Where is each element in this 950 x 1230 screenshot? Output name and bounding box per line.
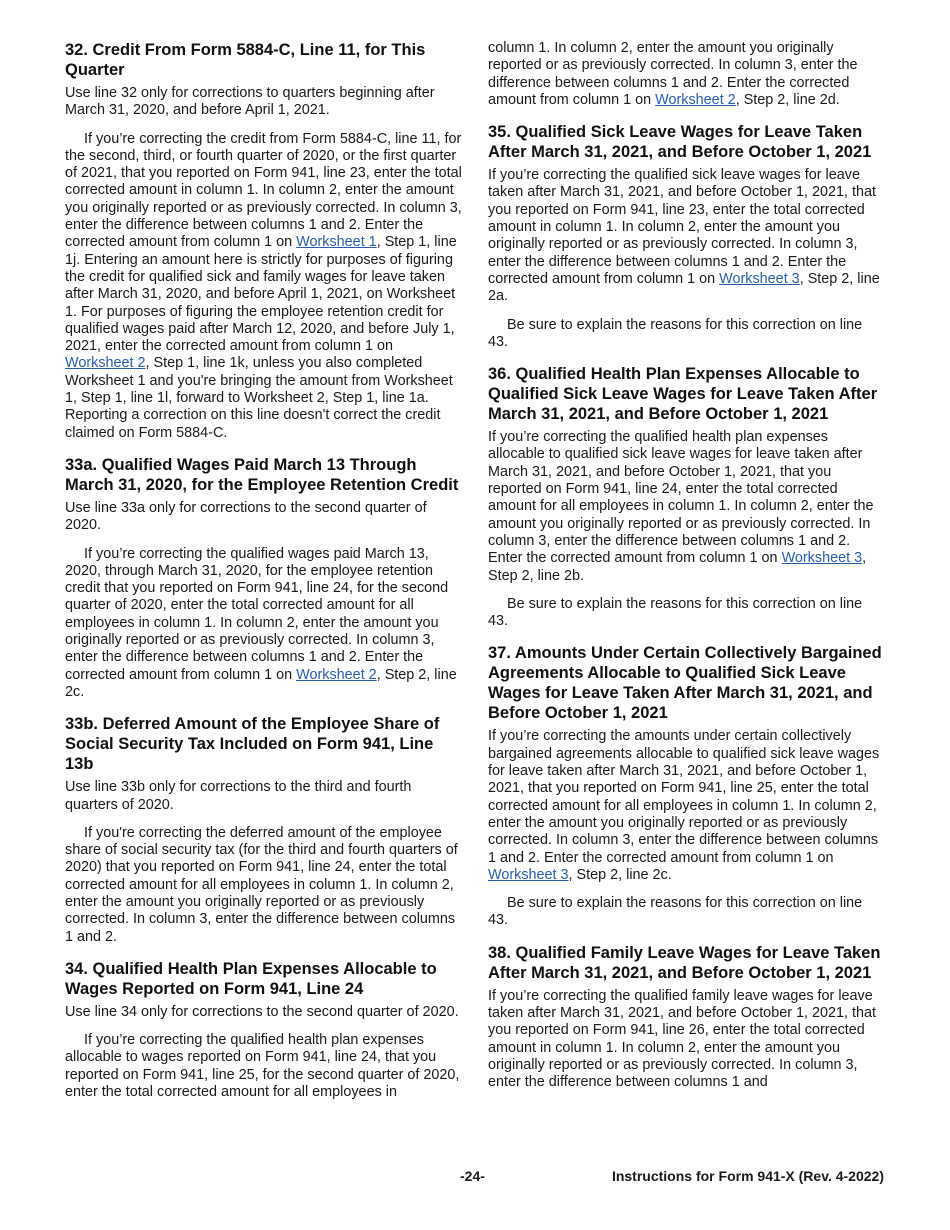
worksheet-2-link[interactable]: Worksheet 2 bbox=[296, 666, 377, 683]
page-footer bbox=[0, 1168, 950, 1188]
section-34-instructions: If you’re correcting the qualified health plan expenses allocable to wages reported on Form 941, line 24, that you reported on Form 941, line 25, for the second quarter of 2020, enter the total corrected amount for all employees in bbox=[65, 1032, 460, 1101]
section-33b bbox=[65, 714, 463, 946]
section-37-instructions bbox=[488, 728, 886, 884]
text-run: column 1. In column 2, enter the amount you originally reported or as previously corrected. In column 3, enter the difference between columns 1 and 2. Enter the corrected amount from column 1 on bbox=[488, 40, 858, 108]
section-33a bbox=[65, 455, 463, 701]
text-run: If you’re correcting the credit from Form 5884-C, line 11, for the second, third, or fourth quarter of 2020, or the first quarter of 2021, that you reported on Form 941, line 23, enter the total corrected amount in column 1. In column 2, enter the amount you originally reported or as previously corrected. In column 3, enter the difference between columns 1 and 2. Enter the corrected amount from column 1 on bbox=[65, 130, 462, 251]
section-35-instructions bbox=[488, 167, 886, 305]
text-run: , Step 2, line 2d. bbox=[735, 91, 840, 108]
worksheet-3-link[interactable]: Worksheet 3 bbox=[781, 550, 863, 567]
section-33b-instructions: If you're correcting the deferred amount of the employee share of social security tax (for the third and fourth quarters of 2020) that you reported on Form 941, line 24, enter the total corrected amount for all employees in column 1. In column 2, enter the amount you originally reported or as previously corrected. In column 3, enter the difference between columns 1 and 2. bbox=[65, 824, 458, 945]
section-36-instructions bbox=[488, 429, 886, 585]
section-32-heading: 32. Credit From Form 5884-C, Line 11, for This Quarter bbox=[65, 41, 426, 79]
section-35 bbox=[488, 122, 886, 351]
text-run: , Step 2, line 2c. bbox=[65, 666, 457, 700]
section-35-heading: 35. Qualified Sick Leave Wages for Leave Taken After March 31, 2021, and Before October 1, 2021 bbox=[488, 123, 872, 162]
section-34-heading: 34. Qualified Health Plan Expenses Allocable to Wages Reported on Form 941, Line 24 bbox=[65, 959, 437, 998]
section-32-scope: Use line 32 only for corrections to quarters beginning after March 31, 2020, and before April 1, 2021. bbox=[65, 85, 435, 119]
text-run: , Step 1, line 1j. Entering an amount here is strictly for purposes of figuring the credit for qualified sick and family wages for leave taken after March 31, 2020, and before April 1, 2021, on Worksheet 1. For purposes of figuring the employee retention credit for qualified wages paid after March 12, 2020, and before July 1, 2021, enter the corrected amount from column 1 on bbox=[65, 234, 457, 355]
worksheet-2-link[interactable]: Worksheet 2 bbox=[65, 355, 146, 372]
section-33a-instructions bbox=[65, 546, 463, 702]
text-run: If you’re correcting the amounts under certain collectively bargained agreements allocable to qualified sick leave wages for leave taken after March 31, 2021, and before October 1, 2021, that you reported on Form 941, line 25, enter the total corrected amount for all employees in column 1. In column 2, enter the amount you originally reported or as previously corrected. In column 3, enter the difference between columns 1 and 2. Enter the corrected amount from column 1 on bbox=[488, 728, 880, 866]
section-32-instructions bbox=[65, 131, 463, 442]
section-36-note: Be sure to explain the reasons for this correction on line 43. bbox=[488, 595, 863, 630]
section-34 bbox=[65, 959, 463, 1101]
worksheet-3-link[interactable]: Worksheet 3 bbox=[719, 270, 800, 287]
worksheet-1-link[interactable]: Worksheet 1 bbox=[296, 234, 377, 251]
text-run: If you’re correcting the qualified health plan expenses allocable to qualified sick leave wages for leave taken after March 31, 2021, and before October 1, 2021, that you reported on Form 941, line 24, enter the total corrected amount for all employees in column 1. In column 2, enter the amount you originally reported or as previously corrected. In column 3, enter the difference between columns 1 and 2. Enter the corrected amount from column 1 on bbox=[488, 429, 874, 567]
worksheet-2-link[interactable]: Worksheet 2 bbox=[655, 91, 736, 108]
section-33b-scope: Use line 33b only for corrections to the third and fourth quarters of 2020. bbox=[65, 779, 412, 813]
section-34-continued-text bbox=[488, 40, 886, 109]
page-number: -24- bbox=[460, 1168, 485, 1184]
right-column bbox=[488, 40, 886, 1104]
text-run: If you’re correcting the qualified sick leave wages for leave taken after March 31, 2021, and before October 1, 2021, that you reported on Form 941, line 23, enter the total corrected amount in column 1. In column 2, enter the amount you originally reported or as previously corrected. In column 3, enter the difference between columns 1 and 2. Enter the corrected amount from column 1 on bbox=[488, 167, 876, 287]
text-run: If you’re correcting the qualified wages paid March 13, 2020, through March 31, 2020, for the employee retention credit that you reported on Form 941, line 24, for the second quarter of 2020, enter the total corrected amount for all employees in column 1. In column 2, enter the amount you originally reported or as previously corrected. In column 3, enter the difference between columns 1 and 2. Enter the corrected amount from column 1 on bbox=[65, 545, 449, 683]
section-38 bbox=[488, 943, 886, 1092]
section-38-instructions: If you’re correcting the qualified family leave wages for leave taken after March 31, 2021, and before October 1, 2021, that you reported on Form 941, line 26, enter the total corrected amount in column 1. In column 2, enter the amount you originally reported or as previously corrected. In column 3, enter the difference between columns 1 and bbox=[488, 987, 876, 1091]
section-33b-heading: 33b. Deferred Amount of the Employee Share of Social Security Tax Included on Form 941, Line 13b bbox=[65, 715, 440, 774]
section-33a-heading: 33a. Qualified Wages Paid March 13 Through March 31, 2020, for the Employee Retention Credit bbox=[65, 455, 459, 494]
section-36-heading: 36. Qualified Health Plan Expenses Allocable to Qualified Sick Leave Wages for Leave Taken After March 31, 2021, and Before October 1, 2021 bbox=[488, 365, 878, 424]
text-run: , Step 2, line 2a. bbox=[488, 270, 880, 305]
section-37-heading: 37. Amounts Under Certain Collectively Bargained Agreements Allocable to Qualified Sick Leave Wages for Leave Taken After March 31, 2021, and Before October 1, 2021 bbox=[488, 644, 882, 723]
section-36 bbox=[488, 364, 886, 630]
section-37-note: Be sure to explain the reasons for this correction on line 43. bbox=[488, 895, 863, 929]
text-run: , Step 1, line 1k, unless you also completed Worksheet 1 and you're bringing the amount from Worksheet 1, Step 1, line 1l, forward to Worksheet 2, Step 1, line 1a. Reporting a correction on this line doesn't correct the credit claimed on Form 5884-C. bbox=[65, 355, 453, 441]
left-column bbox=[65, 40, 463, 1114]
text-run: , Step 2, line 2c. bbox=[568, 866, 672, 883]
worksheet-3-link[interactable]: Worksheet 3 bbox=[488, 866, 569, 883]
form-title: Instructions for Form 941-X (Rev. 4-2022) bbox=[611, 1168, 884, 1184]
section-35-note: Be sure to explain the reasons for this correction on line 43. bbox=[488, 316, 863, 350]
text-run: , Step 2, line 2b. bbox=[488, 550, 867, 584]
section-34-continued bbox=[488, 40, 886, 109]
section-34-scope: Use line 34 only for corrections to the second quarter of 2020. bbox=[65, 1003, 459, 1020]
section-38-heading: 38. Qualified Family Leave Wages for Leave Taken After March 31, 2021, and Before October 1, 2021 bbox=[488, 943, 881, 982]
section-33a-scope: Use line 33a only for corrections to the second quarter of 2020. bbox=[65, 499, 427, 534]
section-37 bbox=[488, 643, 886, 929]
section-32 bbox=[65, 40, 463, 442]
